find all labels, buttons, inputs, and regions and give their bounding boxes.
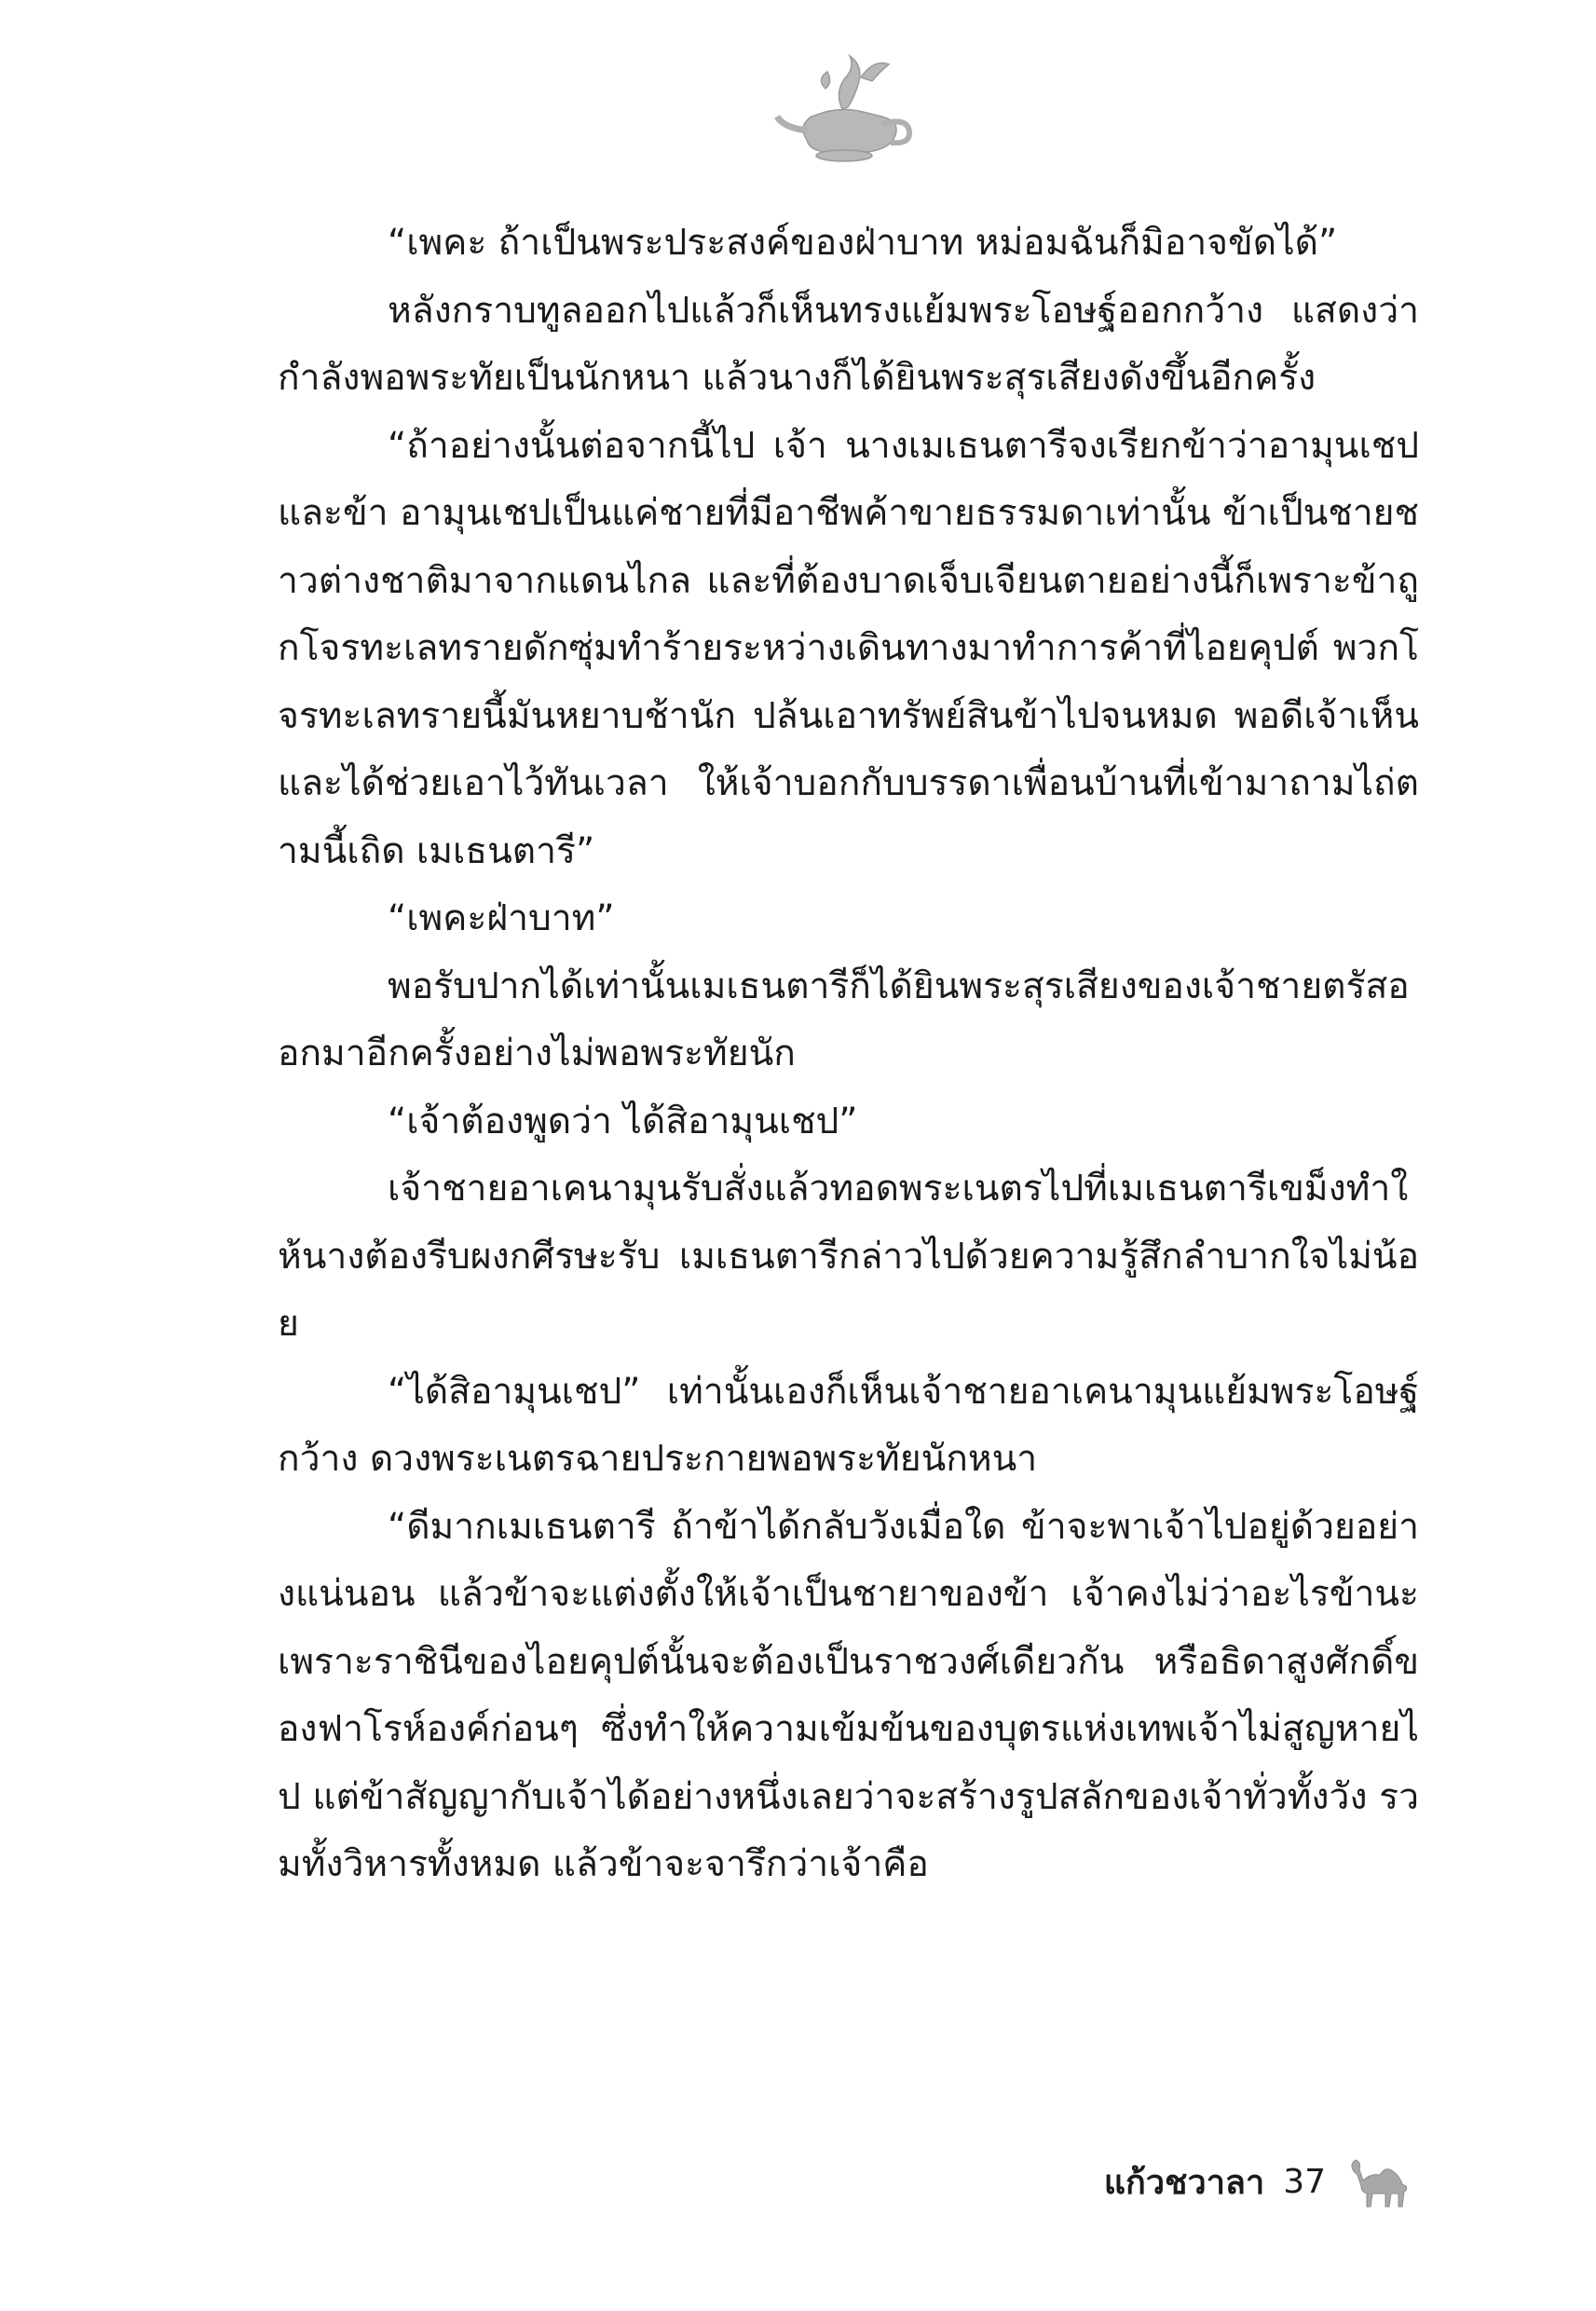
paragraph: หลังกราบทูลออกไปแล้วก็เห็นทรงแย้มพระโอษฐ์ออกกว้าง แสดงว่ากำลังพอพระทัยเป็นนักหนา แล้วนางก็ได้ยินพระสุรเสียงดังขึ้นอีกครั้ง [278,289,1419,399]
camel-icon [1344,2153,1414,2210]
genie-lamp-ornament-icon [770,51,919,168]
paragraph: “เจ้าต้องพูดว่า ได้สิอามุนเชป” [388,1100,858,1142]
paragraph: “เพคะฝ่าบาท” [388,897,615,939]
paragraph: “ถ้าอย่างนั้นต่อจากนี้ไป เจ้า นางเมเธนตารีจงเรียกข้าว่าอามุนเชปและข้า อามุนเชปเป็นแค่ชายที่มีอาชีพค้าขายธรรมดาเท่านั้น ข้าเป็นชายชาวต่างชาติมาจากแดนไกล และที่ต้องบาดเจ็บเจียนตายอย่างนี้ก็เพราะข้าถูกโจรทะเลทรายดักซุ่มทำร้ายระหว่างเดินทางมาทำการค้าที่ไอยคุปต์ พวกโจรทะเลทรายนี้มันหยาบช้านัก ปล้นเอาทรัพย์สินข้าไปจนหมด พอดีเจ้าเห็นและได้ช่วยเอาไว้ทันเวลา ให้เจ้าบอกกับบรรดาเพื่อนบ้านที่เข้ามาถามไถ่ตามนี้เถิด เมเธนตารี” [278,424,1419,872]
page-footer [1104,2153,1414,2210]
page-number: 37 [1283,2162,1326,2201]
paragraph: “เพคะ ถ้าเป็นพระประสงค์ของฝ่าบาท หม่อมฉันก็มิอาจขัดได้” [388,222,1338,264]
paragraph: เจ้าชายอาเคนามุนรับสั่งแล้วทอดพระเนตรไปที่เมเธนตารีเขม็งทำให้นางต้องรีบผงกศีรษะรับ เมเธนตารีกล่าวไปด้วยความรู้สึกลำบากใจไม่น้อย [278,1168,1419,1345]
paragraph: พอรับปากได้เท่านั้นเมเธนตารีก็ได้ยินพระสุรเสียงของเจ้าชายตรัสออกมาอีกครั้งอย่างไม่พอพระทัยนัก [278,964,1410,1074]
paragraph: “ดีมากเมเธนตารี ถ้าข้าได้กลับวังเมื่อใด ข้าจะพาเจ้าไปอยู่ด้วยอย่างแน่นอน แล้วข้าจะแต่งตั้งให้เจ้าเป็นชายาของข้า เจ้าคงไม่ว่าอะไรข้านะ เพราะราชินีของไอยคุปต์นั้นจะต้องเป็นราชวงศ์เดียวกัน หรือธิดาสูงศักดิ์ของฟาโรห์องค์ก่อนๆ ซึ่งทำให้ความเข้มข้นของบุตรแห่งเทพเจ้าไม่สูญหายไป แต่ข้าสัญญากับเจ้าได้อย่างหนึ่งเลยว่าจะสร้างรูปสลักของเจ้าทั่วทั้งวัง รวมทั้งวิหารทั้งหมด แล้วข้าจะจารึกว่าเจ้าคือ [278,1505,1419,1885]
body-text [278,210,1419,1899]
paragraph: “ได้สิอามุนเชป” เท่านั้นเองก็เห็นเจ้าชายอาเคนามุนแย้มพระโอษฐ์กว้าง ดวงพระเนตรฉายประกายพอพระทัยนักหนา [278,1370,1419,1480]
book-title: แก้วชวาลา [1103,2163,1265,2202]
